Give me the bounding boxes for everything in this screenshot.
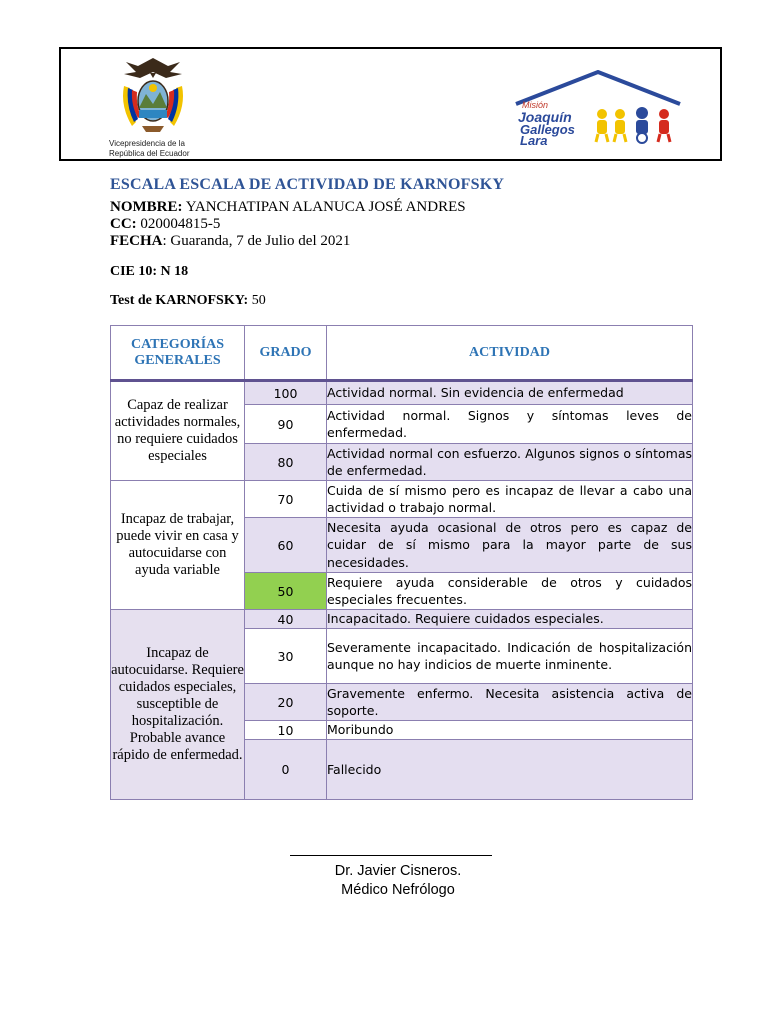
document-title: ESCALA ESCALA DE ACTIVIDAD DE KARNOFSKY: [110, 176, 505, 193]
nombre-label: NOMBRE:: [110, 199, 183, 215]
signature-name: Dr. Javier Cisneros.: [334, 863, 462, 879]
fecha-line: [110, 233, 350, 250]
cc-label: CC:: [110, 216, 137, 232]
logo-gallegos-text: Gallegos: [520, 122, 575, 137]
table-header-row: [111, 326, 693, 381]
logo-joaquin-text: Joaquín: [518, 109, 572, 125]
activity-cell: Requiere ayuda considerable de otros y cuidados especiales frecuentes.: [327, 573, 693, 610]
grade-cell: 20: [245, 684, 327, 721]
activity-cell: Necesita ayuda ocasional de otros pero es capaz de cuidar de sí mismo para la mayor parte de sus necesidades.: [327, 518, 693, 573]
grade-cell: 0: [245, 740, 327, 800]
vicepresidencia-caption: [109, 139, 190, 159]
table-row: [111, 381, 693, 405]
activity-cell: Cuida de sí mismo pero es incapaz de llevar a cabo una actividad o trabajo normal.: [327, 481, 693, 518]
test-value: 50: [248, 293, 266, 308]
cc-value: 020004815-5: [136, 216, 221, 232]
table-row: [111, 610, 693, 629]
vice-line-1: Vicepresidencia de la: [109, 139, 185, 148]
grade-cell: 90: [245, 405, 327, 444]
karnofsky-table: [110, 325, 693, 800]
header-actividad: ACTIVIDAD: [327, 326, 693, 381]
grade-cell: 10: [245, 721, 327, 740]
fecha-label: FECHA: [110, 233, 163, 249]
children-figures-icon: [596, 107, 670, 143]
activity-cell: Incapacitado. Requiere cuidados especiales.: [327, 610, 693, 629]
category-cell-ayuda: Incapaz de trabajar, puede vivir en casa y autocuidarse con ayuda variable: [111, 481, 245, 610]
header-grado: GRADO: [245, 326, 327, 381]
activity-cell: Fallecido: [327, 740, 693, 800]
test-line: [110, 292, 266, 309]
logo-lara-text: Lara: [520, 133, 548, 148]
activity-cell: Actividad normal con esfuerzo. Algunos signos o síntomas de enfermedad.: [327, 444, 693, 481]
patient-cc-line: [110, 216, 220, 233]
test-label: Test de KARNOFSKY:: [110, 293, 249, 308]
grade-cell: 30: [245, 629, 327, 684]
ecuador-coat-of-arms-logo: [118, 56, 188, 136]
grade-cell: 100: [245, 381, 327, 405]
header-categorias: CATEGORÍAS GENERALES: [111, 326, 245, 381]
vice-line-2: República del Ecuador: [109, 149, 190, 158]
mision-joaquin-gallegos-lara-logo: [512, 70, 687, 150]
cie-label: CIE 10: N 18: [110, 264, 189, 279]
activity-cell: Moribundo: [327, 721, 693, 740]
signature-role: Médico Nefrólogo: [341, 882, 455, 898]
logo-mision-text: Misión: [522, 100, 549, 110]
fecha-value: : Guaranda, 7 de Julio del 2021: [162, 233, 351, 249]
category-cell-hospitalizacion: Incapaz de autocuidarse. Requiere cuidados especiales, susceptible de hospitalización. Probable avance rápido de enfermedad.: [111, 610, 245, 800]
grade-cell-selected: 50: [245, 573, 327, 610]
activity-cell: Severamente incapacitado. Indicación de hospitalización aunque no hay indicios de muerte inminente.: [327, 629, 693, 684]
grade-cell: 60: [245, 518, 327, 573]
cie-line: [110, 263, 188, 280]
signature-line: [290, 855, 492, 856]
activity-cell: Gravemente enfermo. Necesita asistencia activa de soporte.: [327, 684, 693, 721]
signature-block: [290, 862, 506, 900]
nombre-value: YANCHATIPAN ALANUCA JOSÉ ANDRES: [182, 199, 466, 215]
activity-cell: Actividad normal. Signos y síntomas leves de enfermedad.: [327, 405, 693, 444]
table-row: [111, 481, 693, 518]
grade-cell: 70: [245, 481, 327, 518]
grade-cell: 40: [245, 610, 327, 629]
activity-cell: Actividad normal. Sin evidencia de enfermedad: [327, 381, 693, 405]
patient-name-line: [110, 199, 466, 216]
category-cell-normal: Capaz de realizar actividades normales, no requiere cuidados especiales: [111, 381, 245, 481]
grade-cell: 80: [245, 444, 327, 481]
